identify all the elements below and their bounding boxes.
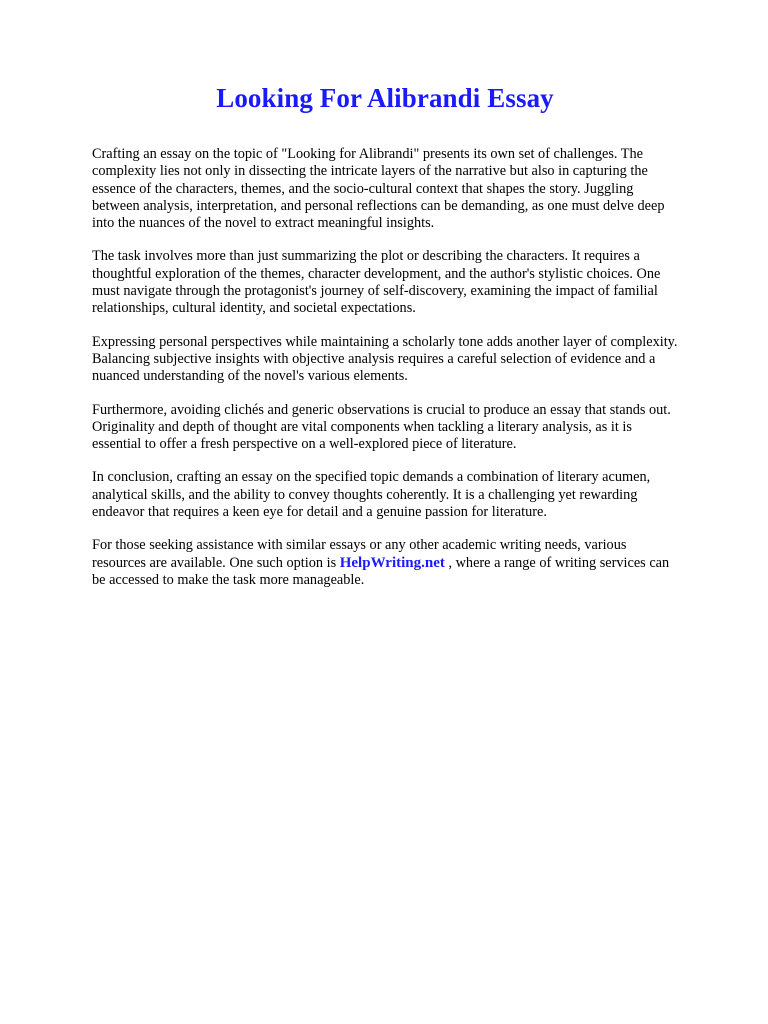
paragraph-6-text-before-link: For those seeking assistance with similar essays or any other academic writing needs, various resources are available. One such option is <box>92 537 627 571</box>
paragraph-6 <box>92 537 678 589</box>
paragraph-1: Crafting an essay on the topic of "Looking for Alibrandi" presents its own set of challenges. The complexity lies not only in dissecting the intricate layers of the narrative but also in capturing the essence of the characters, themes, and the socio-cultural context that shapes the story. Juggling between analysis, interpretation, and personal reflections can be demanding, as one must delve deep into the nuances of the novel to extract meaningful insights. <box>92 146 665 232</box>
helpwriting-link[interactable]: HelpWriting.net <box>339 554 445 571</box>
paragraph-5: In conclusion, crafting an essay on the specified topic demands a combination of literary acumen, analytical skills, and the ability to convey thoughts coherently. It is a challenging yet rewarding endeavor that requires a keen eye for detail and a genuine passion for literature. <box>92 469 651 521</box>
paragraph-6-text-after-link: , where a range of writing services can be accessed to make the task more manageable. <box>92 554 670 588</box>
paragraph-2: The task involves more than just summarizing the plot or describing the characters. It requires a thoughtful exploration of the themes, character development, and the author's stylistic choices. One must navigate through the protagonist's journey of self-discovery, examining the impact of familial relationships, cultural identity, and societal expectations. <box>92 248 661 317</box>
document-title: Looking For Alibrandi Essay <box>216 83 554 113</box>
paragraph-4: Furthermore, avoiding clichés and generic observations is crucial to produce an essay that stands out. Originality and depth of thought are vital components when tackling a literary analysis, as it is essential to offer a fresh perspective on a well-explored piece of literature. <box>92 401 671 453</box>
paragraph-3: Expressing personal perspectives while maintaining a scholarly tone adds another layer of complexity. Balancing subjective insights with objective analysis requires a careful selection of evidence and a nuanced understanding of the novel's various elements. <box>92 333 678 385</box>
document-body <box>92 146 678 589</box>
